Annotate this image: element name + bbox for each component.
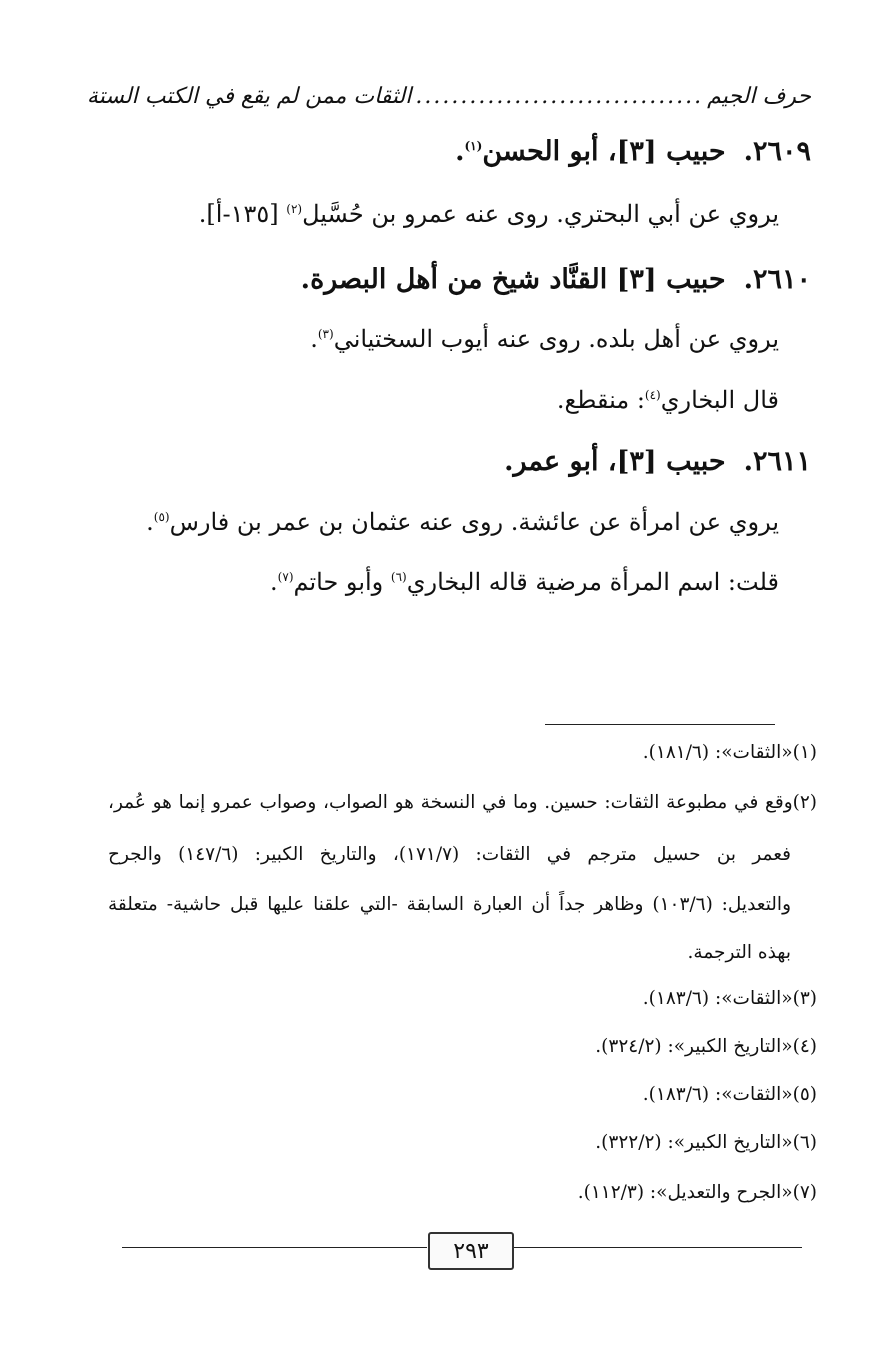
entry-name: حبيب [٣]، أبو عمر. xyxy=(504,446,726,477)
entry-title-2611 xyxy=(504,446,811,477)
entry-text: يروي عن أهل بلده. روى عنه أيوب السختياني$^{(٣)}$. xyxy=(310,325,779,353)
footnote-1: (١)«الثقات»: (١٨١/٦). xyxy=(642,742,817,763)
page-number: ٢٩٣ xyxy=(428,1232,514,1270)
entry-title-2610 xyxy=(301,264,811,295)
footnote-2-line-1: (٢)وقع في مطبوعة الثقات: حسين. وما في النسخة هو الصواب، وصواب عمرو إنما هو عُمر، xyxy=(108,792,817,813)
entry-text: قال البخاري$^{(٤)}$: منقطع. xyxy=(556,386,779,414)
entry-name: حبيب [٣]، أبو الحسن xyxy=(482,136,726,167)
footnote-4: (٤)«التاريخ الكبير»: (٣٢٤/٢). xyxy=(595,1036,817,1057)
footnote-ref: (٤) xyxy=(644,388,661,402)
footnote-2-line-2: فعمر بن حسيل مترجم في الثقات: (١٧١/٧)، والتاريخ الكبير: (١٤٧/٦) والجرح xyxy=(108,844,791,865)
entry-text: قلت: اسم المرأة مرضية قاله البخاري$^{(٦)}$ وأبو حاتم$^{(٧)}$. xyxy=(270,568,779,596)
entry-number: ٢٦٠٩. xyxy=(743,136,811,167)
footnote-ref: (٢) xyxy=(286,202,303,216)
footnote-ref: (٣) xyxy=(317,327,334,341)
header-dots: ................................ xyxy=(415,83,704,109)
entry-text: يروي عن امرأة عن عائشة. روى عنه عثمان بن عمر بن فارس$^{(٥)}$. xyxy=(146,508,779,536)
footnote-5: (٥)«الثقات»: (١٨٣/٦). xyxy=(642,1084,817,1105)
entry-title-2609: ٢٦٠٩.حبيب [٣]، أبو الحسن$^{(١)}$. xyxy=(455,136,811,167)
footnote-7: (٧)«الجرح والتعديل»: (١١٢/٣). xyxy=(577,1182,817,1203)
entry-number: ٢٦١٠. xyxy=(743,264,811,295)
footnote-2-line-4: بهذه الترجمة. xyxy=(687,942,791,963)
footnote-separator xyxy=(545,724,775,725)
bottom-rule-left xyxy=(122,1247,427,1248)
footnote-ref: (٥) xyxy=(153,510,170,524)
entry-text: يروي عن أبي البحتري. روى عنه عمرو بن حُسَّيل$^{(٢)}$ [١٣٥-أ]. xyxy=(198,200,779,228)
footnote-ref: (٧) xyxy=(277,570,294,584)
footnote-2-line-3: والتعديل: (١٠٣/٦) وظاهر جداً أن العبارة السابقة -التي علقنا عليها قبل حاشية- متعلقة xyxy=(108,894,792,915)
entry-number: ٢٦١١. xyxy=(743,446,811,477)
entry-name: حبيب [٣] القنَّاد شيخ من أهل البصرة. xyxy=(300,264,726,295)
footnote-ref: (٦) xyxy=(390,570,407,584)
header-chapter: حرف الجيم xyxy=(707,83,811,109)
footnote-ref: (١) xyxy=(464,139,483,153)
header-book-title: الثقات ممن لم يقع في الكتب الستة xyxy=(86,83,412,109)
footnote-6: (٦)«التاريخ الكبير»: (٣٢٢/٢). xyxy=(595,1132,817,1153)
bottom-rule-right xyxy=(512,1247,802,1248)
running-header xyxy=(86,76,811,116)
footnote-3: (٣)«الثقات»: (١٨٣/٦). xyxy=(642,988,817,1009)
